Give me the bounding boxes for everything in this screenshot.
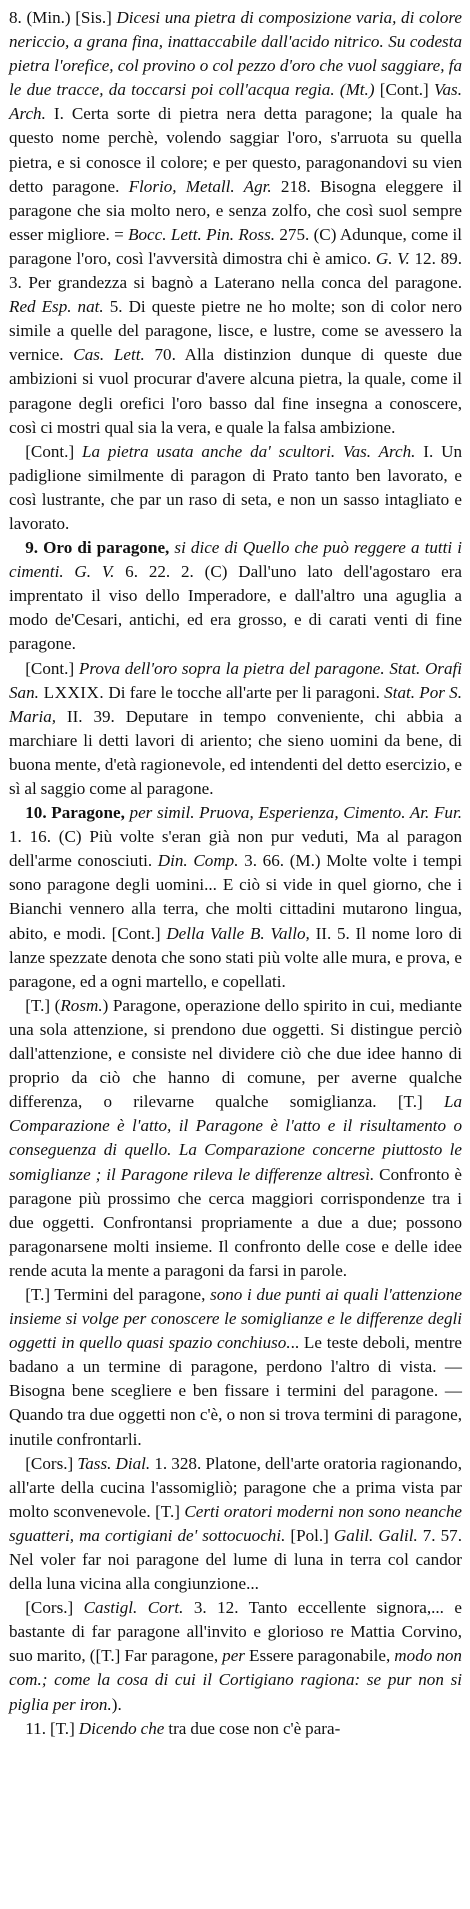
text-run: [Cors.] [25, 1453, 78, 1473]
text-run: ) Paragone, operazione dello spirito in cui, mediante una sola attenzione, si prendono due oggetti. Si distingue perciò dall'attenzione, e consiste nel dividere ciò che due idee hanno di proprio da ciò che hanno di comune, per averne qualche differenza, o rilevarne qualche somiglianza. [T.] [9, 995, 463, 1112]
italic-run: per [222, 1646, 245, 1666]
text-run: I. Un padiglione similmente di paragon di Prato tanto ben lavorato, e così lustrante, che par un raso di seta, e non un sasso intagliato e lavorato. [9, 441, 462, 533]
text-run: 1. 328. Platone, dell'arte oratoria ragionando, all'arte della cucina l'assomigliò; paragone che a prima vista par molto sconvenevole. [T.] [9, 1453, 462, 1521]
text-run: ). [111, 1694, 122, 1714]
text-run: [T.] ( [25, 995, 61, 1015]
entry-paragraph [9, 1596, 462, 1716]
text-run: [Cont.] [25, 658, 79, 678]
text-run: 218. Bisogna eleggere il paragone che sia molto nero, e senza zolfo, che così suol sempre esser migliore. = [9, 176, 462, 244]
text-run: II. 5. Il nome loro di lanze spezzate denota che sono stati più volte alle mura, e prova, e paragone, ed a ogni martello, e copellati. [9, 923, 463, 991]
text-run: 6. 22. 2. (C) Dall'uno lato dell'agostaro era imprentato il viso dello Imperadore, e dall'altro una aguglia a modo de'Cesari, antichi, ed era grosso, e di carati venti di fine paragone. [9, 562, 462, 654]
text-run: Di fare le tocche all'arte per li paragoni. [104, 682, 385, 702]
text-run: I. Certa sorte di pietra nera detta paragone; la quale ha questo nome perchè, volendo saggiar l'oro, s'arruota su quella pietra, e si conosce il colore; e per questo, paragonandovi su vien detto paragone. [9, 104, 462, 196]
text-run: Essere paragonabile, [244, 1646, 395, 1666]
entry-paragraph [9, 6, 462, 440]
italic-run: Dicesi una pietra di composizione varia, di colore nericcio, a grana fina, inattaccabile dall'acido nitrico. Su codesta pietra l'orefice, col provino o col pezzo d'oro che vuol saggiare, fa le due tracce, da toccarsi poi coll'acqua regia. (Mt.) [9, 8, 462, 100]
sense-heading: 9. Oro di paragone, [25, 538, 170, 558]
entry-paragraph [9, 801, 462, 994]
text-run: 70. Alla distinzion dunque di queste due ambizioni si vuol procurar d'avere alcuna pietra, la quale, come il paragone degli orefici l'oro basso dal fine insegna a conoscere, così ci mostri qual sia la vera, e quale la falsa ambizione. [9, 345, 463, 437]
text-run: 11. [T.] [25, 1718, 79, 1738]
italic-run: Bocc. Lett. Pin. Ross. [128, 224, 275, 244]
italic-run: per simil. Pruova, Esperienza, Cimento. Ar. Fur. [124, 803, 462, 823]
text-run: [T.] Termini del paragone, [25, 1284, 211, 1304]
entry-paragraph [9, 1452, 462, 1597]
sense-heading: 10. Paragone, [25, 803, 125, 823]
text-run: 1. 16. (C) Più volte s'eran già non pur veduti, Ma al paragon dell'arme conosciuti. [9, 827, 462, 871]
italic-run: modo non com.; come la cosa di cui il Cortigiano ragiona: se pur non si piglia per iron. [9, 1646, 462, 1714]
italic-run: Tass. Dial. [77, 1453, 151, 1473]
text-run: [Cont.] [374, 80, 434, 100]
text-run: 3. 12. Tanto eccellente signora,... e bastante di far paragone all'invito e glorioso re Mattia Corvino, suo marito, ([T.] Far paragone, [9, 1598, 462, 1666]
italic-run: Red Esp. nat. [9, 297, 104, 317]
text-run: 3. 66. (M.) Molte volte i tempi sono paragone degli uomini... E ciò si vide in quel giorno, che i Bianchi vennero alla terra, che molti cittadini mutarono lingua, abito, e modi. [Cont.] [9, 851, 462, 943]
italic-run: La Comparazione è l'atto, il Paragone è l'atto e il risultamento o conseguenza di quello. La Comparazione concerne piuttosto le somiglianze ; il Paragone rileva le differenze altresì. [9, 1092, 462, 1184]
italic-run: Vas. Arch. [9, 80, 462, 124]
entry-paragraph [9, 657, 462, 802]
text-run: 8. (Min.) [Sis.] [9, 8, 117, 27]
text-run: 5. Di queste pietre ne ho molte; son di color nero simile a quelle del paragone, lisce, e lustre, come se avessero la vernice. [9, 297, 462, 365]
italic-run: Stat. Por S. Maria, [9, 682, 462, 726]
text-run: 12. 89. 3. Per grandezza si bagnò a Laterano nella conca del paragone. [9, 248, 462, 293]
entry-paragraph [9, 536, 462, 656]
italic-run: si dice di Quello che può reggere a tutti i cimenti. G. V. [9, 538, 462, 582]
text-run: [Cors.] [25, 1598, 84, 1618]
text-column [9, 6, 462, 1741]
italic-run: Prova dell'oro sopra la pietra del paragone. Stat. Orafi San. [9, 658, 462, 702]
text-run: tra due cose non c'è para- [164, 1718, 341, 1738]
italic-run: Certi oratori moderni non sono neanche sguatteri, ma cortigiani de' sottocuochi. [9, 1501, 462, 1545]
text-run: 7. 57. Nel voler far noi paragone del lume di luna in terra col candor della luna vicina alla congiunzione... [9, 1525, 462, 1594]
italic-run: sono i due punti ai quali l'attenzione insieme si volge per conoscere le somiglianze e le differenze degli oggetti in quello quasi spazio conchiuso. [9, 1284, 462, 1353]
italic-run: Della Valle B. Vallo, [166, 923, 310, 943]
text-run: [Cont.] [25, 441, 82, 461]
roman-numeral: LXXIX. [38, 682, 105, 702]
text-run: [Pol.] [285, 1525, 334, 1545]
text-run: Confronto è paragone più prossimo che cerca maggiori corrispondenze tra i due oggetti. Confrontansi propriamente a due a due; possono paragonarsene molti insieme. Il confronto delle cose e delle idee rende acuta la mente a paragoni da farsi in parole. [9, 1164, 462, 1280]
italic-run: Rosm. [60, 995, 103, 1015]
entry-paragraph [9, 1283, 462, 1452]
italic-run: Din. Comp. [157, 851, 239, 871]
entry-paragraph [9, 1717, 462, 1741]
italic-run: Dicendo che [78, 1718, 165, 1738]
text-run: .. Le teste deboli, mentre badano a un termine di paragone, perdono l'altro di vista. — Bisogna bene scegliere e ben fissare i termini del paragone. — Quando tra due oggetti non c'è, o non si trova termini di paragone, inutile confrontarli. [9, 1333, 462, 1449]
italic-run: Cas. Lett. [73, 345, 145, 365]
italic-run: Galil. Galil. [333, 1525, 418, 1545]
entry-paragraph [9, 440, 462, 536]
italic-run: Florio, Metall. Agr. [128, 176, 272, 196]
italic-run: Castigl. Cort. [83, 1598, 184, 1618]
text-run: II. 39. Deputare in tempo conveniente, chi abbia a marchiare li detti lavori di ariento; che sieno uomini da bene, di buona mente, d'età ragionevole, ed intendenti del detto esercizio, e sì al saggio come al paragone. [9, 706, 462, 798]
italic-run: G. V. [375, 248, 410, 268]
text-run: 275. (C) Adunque, come il paragone l'oro, così l'avversità dimostra chi è amico. [9, 224, 462, 268]
entry-paragraph [9, 994, 462, 1283]
italic-run: La pietra usata anche da' scultori. Vas. Arch. [81, 441, 416, 461]
